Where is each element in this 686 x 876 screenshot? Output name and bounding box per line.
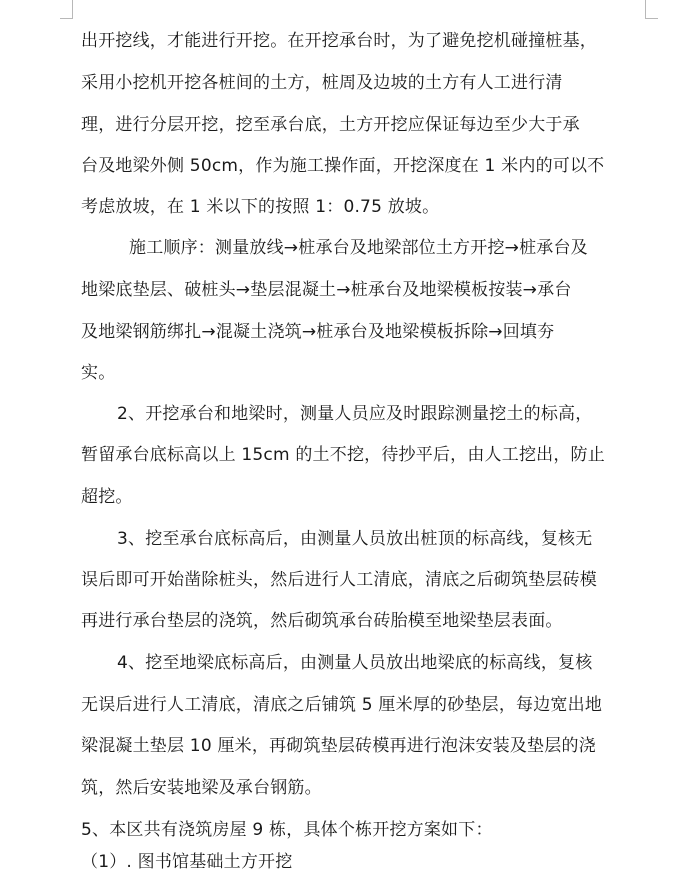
paragraph-5-line-1: 4、挖至地梁底标高后，由测量人员放出地梁底的标高线，复核 — [117, 653, 593, 673]
paragraph-2-line-1: 施工顺序：测量放线→桩承台及地梁部位土方开挖→桩承台及 — [129, 238, 588, 258]
paragraph-2-line-3: 及地梁钢筋绑扎→混凝土浇筑→桩承台及地梁模板拆除→回填夯 — [81, 322, 555, 342]
paragraph-3-line-1: 2、开挖承台和地梁时，测量人员应及时跟踪测量挖土的标高， — [117, 404, 593, 424]
paragraph-2-line-2: 地梁底垫层、破桩头→垫层混凝土→桩承台及地梁模板按装→承台 — [81, 280, 572, 300]
paragraph-4-line-2: 误后即可开始凿除桩头，然后进行人工清底，清底之后砌筑垫层砖模 — [81, 570, 597, 590]
paragraph-1-line-1: 出开挖线，才能进行开挖。在开挖承台时，为了避免挖机碰撞桩基， — [81, 31, 597, 51]
paragraph-5-line-3: 梁混凝土垫层 10 厘米，再砌筑垫层砖模再进行泡沫安装及垫层的浇 — [81, 736, 596, 756]
paragraph-3-line-2: 暂留承台底标高以上 15cm 的土不挖，待抄平后，由人工挖出，防止 — [81, 445, 605, 465]
paragraph-1-line-4: 台及地梁外侧 50cm，作为施工操作面，开挖深度在 1 米内的可以不 — [81, 156, 605, 176]
paragraph-3-line-3: 超挖。 — [81, 487, 133, 507]
paragraph-6-line-1: 5、本区共有浇筑房屋 9 栋，具体个栋开挖方案如下： — [81, 820, 493, 840]
page-corner-mark-right — [645, 0, 658, 19]
page-corner-mark-left — [60, 0, 73, 19]
paragraph-2-line-4: 实。 — [81, 363, 116, 383]
paragraph-5-line-2: 无误后进行人工清底，清底之后铺筑 5 厘米厚的砂垫层，每边宽出地 — [81, 695, 603, 715]
paragraph-1-line-5: 考虑放坡，在 1 米以下的按照 1：0.75 放坡。 — [81, 197, 440, 217]
paragraph-4-line-3: 再进行承台垫层的浇筑，然后砌筑承台砖胎模至地梁垫层表面。 — [81, 611, 563, 631]
paragraph-4-line-1: 3、挖至承台底标高后，由测量人员放出桩顶的标高线，复核无 — [117, 529, 593, 549]
paragraph-1-line-2: 采用小挖机开挖各桩间的土方，桩周及边坡的土方有人工进行清 — [81, 73, 563, 93]
subheading-library-excavation: （1）. 图书馆基础土方开挖 — [81, 852, 293, 872]
paragraph-1-line-3: 理，进行分层开挖，挖至承台底，土方开挖应保证每边至少大于承 — [81, 115, 580, 135]
paragraph-5-line-4: 筑，然后安装地梁及承台钢筋。 — [81, 778, 322, 798]
